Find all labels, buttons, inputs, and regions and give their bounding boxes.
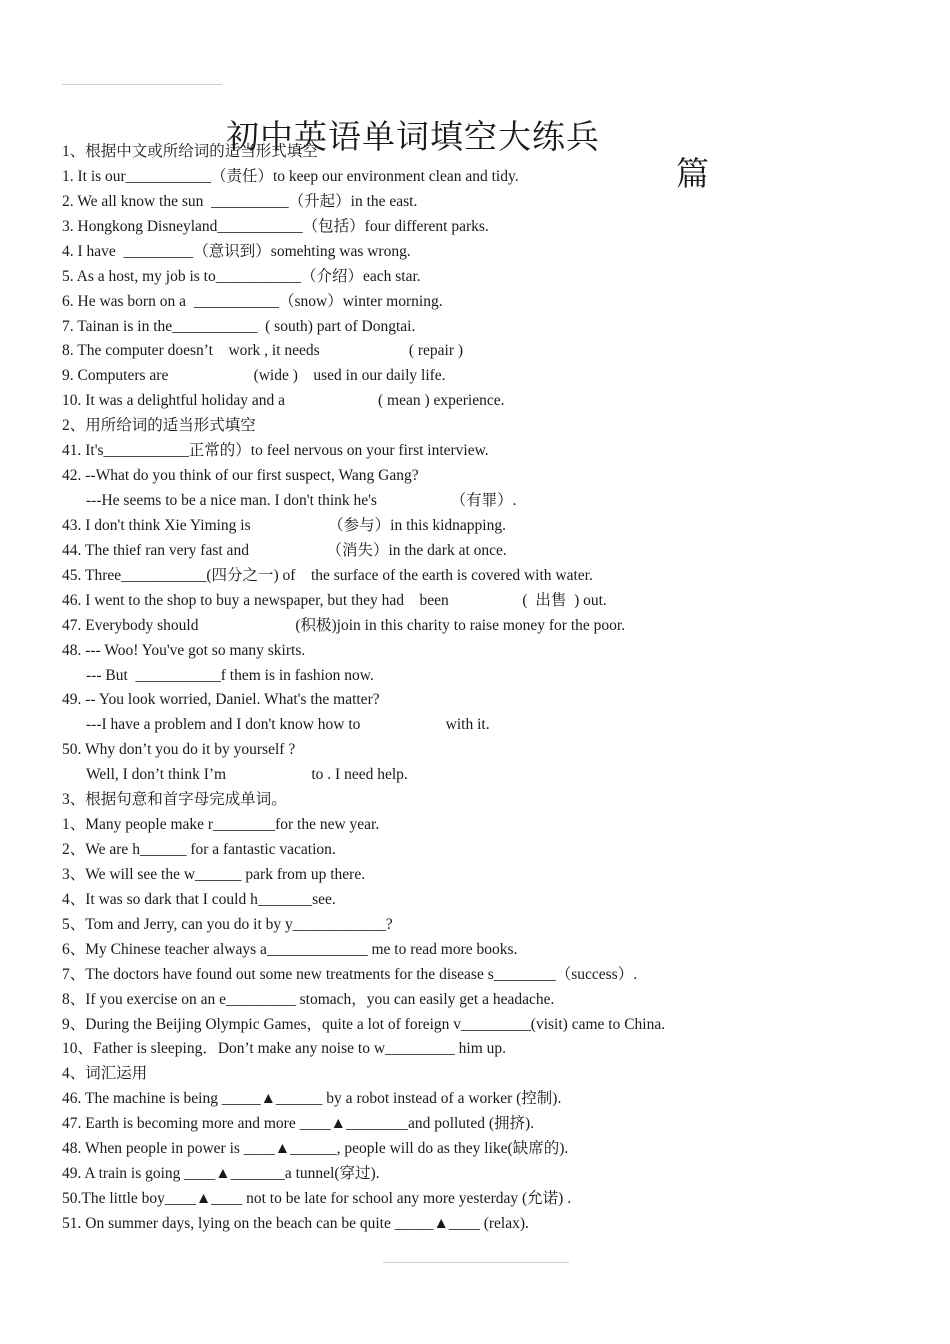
exercise-line: 1、Many people make r________for the new year. xyxy=(62,816,380,834)
exercise-line: 46. I went to the shop to buy a newspaper, but they had been ( 出售 ) out. xyxy=(62,591,607,609)
exercise-line: 48. When people in power is ____▲______, people will do as they like(缺席的). xyxy=(62,1140,569,1158)
exercise-line: 9、During the Beijing Olympic Games，quite a lot of foreign v_________(visit) came to China. xyxy=(62,1015,666,1033)
title-suffix: 篇 xyxy=(676,157,710,193)
exercise-line: --- But ___________f them is in fashion now. xyxy=(86,666,374,684)
exercise-line: 42. --What do you think of our first suspect, Wang Gang? xyxy=(62,467,419,485)
exercise-line: 46. The machine is being _____▲______ by a robot instead of a worker (控制). xyxy=(62,1090,562,1108)
exercise-line: ---He seems to be a nice man. I don't think he's （有罪）. xyxy=(86,492,517,510)
section-heading: 4、词汇运用 xyxy=(62,1065,148,1083)
exercise-line: 50.The little boy____▲____ not to be late for school any more yesterday (允诺) . xyxy=(62,1190,572,1208)
exercise-line: 43. I don't think Xie Yiming is （参与）in this kidnapping. xyxy=(62,516,506,534)
exercise-line: 51. On summer days, lying on the beach can be quite _____▲____ (relax). xyxy=(62,1214,529,1232)
exercise-line: 3、We will see the w______ park from up there. xyxy=(62,865,366,883)
exercise-line: 6、My Chinese teacher always a_____________ me to read more books. xyxy=(62,940,518,958)
exercise-line: 8、If you exercise on an e_________ stomach，you can easily get a headache. xyxy=(62,990,555,1008)
exercise-line: 2. We all know the sun __________（升起）in the east. xyxy=(62,192,418,210)
exercise-line: 7. Tainan is in the___________ ( south) part of Dongtai. xyxy=(62,317,416,335)
exercise-line: 49. -- You look worried, Daniel. What's the matter? xyxy=(62,691,380,709)
exercise-line: 2、We are h______ for a fantastic vacation. xyxy=(62,841,336,859)
section-heading: 1、根据中文或所给词的适当形式填空 xyxy=(62,143,318,160)
exercise-line: 44. The thief ran very fast and （消失）in the dark at once. xyxy=(62,541,507,559)
exercise-line: 3. Hongkong Disneyland___________（包括）four different parks. xyxy=(62,217,489,235)
exercise-line: 8. The computer doesn’t work , it needs ( repair ) xyxy=(62,342,464,360)
exercise-line: 7、The doctors have found out some new treatments for the disease s________（success）. xyxy=(62,965,638,983)
exercise-line: 1. It is our___________（责任）to keep our environment clean and tidy. xyxy=(62,167,519,185)
exercise-line: 4. I have _________（意识到）somehting was wrong. xyxy=(62,242,411,260)
exercise-line: 47. Everybody should (积极)join in this charity to raise money for the poor. xyxy=(62,616,626,634)
exercise-line: 4、It was so dark that I could h_______see. xyxy=(62,890,336,908)
exercise-line: 45. Three___________(四分之一) of the surface of the earth is covered with water. xyxy=(62,566,593,584)
section-heading: 3、根据句意和首字母完成单词。 xyxy=(62,791,287,809)
exercise-line: 9. Computers are (wide ) used in our daily life. xyxy=(62,367,446,385)
exercise-line: ---I have a problem and I don't know how to with it. xyxy=(86,716,490,734)
title-main: 初中英语单词填空大练兵 xyxy=(226,120,600,156)
exercise-line: Well, I don’t think I’m to . I need help. xyxy=(86,766,408,784)
exercise-line: 10、Father is sleeping．Don’t make any noise to w_________ him up. xyxy=(62,1040,506,1058)
exercise-line: 5. As a host, my job is to___________（介绍）each star. xyxy=(62,267,421,285)
exercise-line: 10. It was a delightful holiday and a ( mean ) experience. xyxy=(62,392,505,410)
exercise-line: 48. --- Woo! You've got so many skirts. xyxy=(62,641,306,659)
exercise-line: 5、Tom and Jerry, can you do it by y____________? xyxy=(62,915,393,933)
section-heading: 2、用所给词的适当形式填空 xyxy=(62,417,256,435)
exercise-line: 6. He was born on a ___________（snow）winter morning. xyxy=(62,292,443,310)
exercise-line: 41. It's___________正常的）to feel nervous on your first interview. xyxy=(62,442,489,460)
exercise-line: 49. A train is going ____▲_______a tunnel(穿过). xyxy=(62,1165,380,1183)
exercise-line: 47. Earth is becoming more and more ____▲________and polluted (拥挤). xyxy=(62,1115,535,1133)
exercise-line: 50. Why don’t you do it by yourself ? xyxy=(62,741,296,759)
footer-rule xyxy=(383,1262,569,1263)
